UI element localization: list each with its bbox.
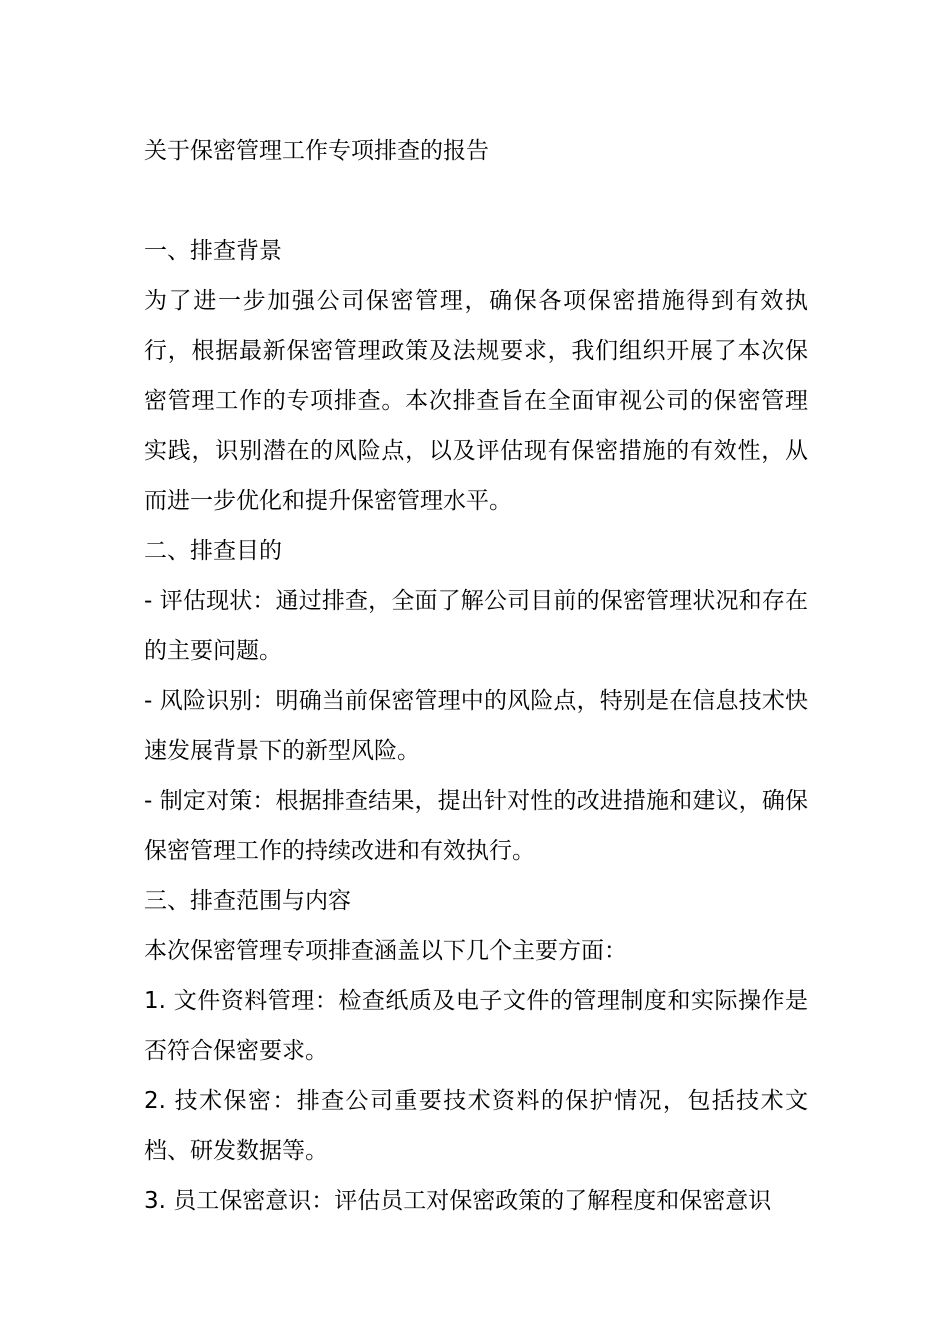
paragraph-purpose-measures: - 制定对策：根据排查结果，提出针对性的改进措施和建议，确保保密管理工作的持续改进和有效执行。 <box>144 788 808 864</box>
section-heading-purpose: 二、排查目的 <box>144 538 282 564</box>
paragraph-purpose-assess: - 评估现状：通过排查，全面了解公司目前的保密管理状况和存在的主要问题。 <box>144 588 808 664</box>
document-title: 关于保密管理工作专项排查的报告 <box>144 138 489 164</box>
paragraph-scope-technical: 2. 技术保密：排查公司重要技术资料的保护情况，包括技术文档、研发数据等。 <box>144 1088 808 1164</box>
document-body <box>144 126 808 1226</box>
paragraph-background: 为了进一步加强公司保密管理，确保各项保密措施得到有效执行，根据最新保密管理政策及法规要求，我们组织开展了本次保密管理工作的专项排查。本次排查旨在全面审视公司的保密管理实践，识别潜在的风险点，以及评估现有保密措施的有效性，从而进一步优化和提升保密管理水平。 <box>144 288 808 514</box>
paragraph-scope-intro: 本次保密管理专项排查涵盖以下几个主要方面： <box>144 938 627 964</box>
section-heading-scope: 三、排查范围与内容 <box>144 888 351 914</box>
paragraph-purpose-risk: - 风险识别：明确当前保密管理中的风险点，特别是在信息技术快速发展背景下的新型风险。 <box>144 688 808 764</box>
paragraph-scope-documents: 1. 文件资料管理：检查纸质及电子文件的管理制度和实际操作是否符合保密要求。 <box>144 988 808 1064</box>
paragraph-scope-awareness: 3. 员工保密意识：评估员工对保密政策的了解程度和保密意识 <box>144 1188 772 1214</box>
section-heading-background: 一、排查背景 <box>144 238 282 264</box>
